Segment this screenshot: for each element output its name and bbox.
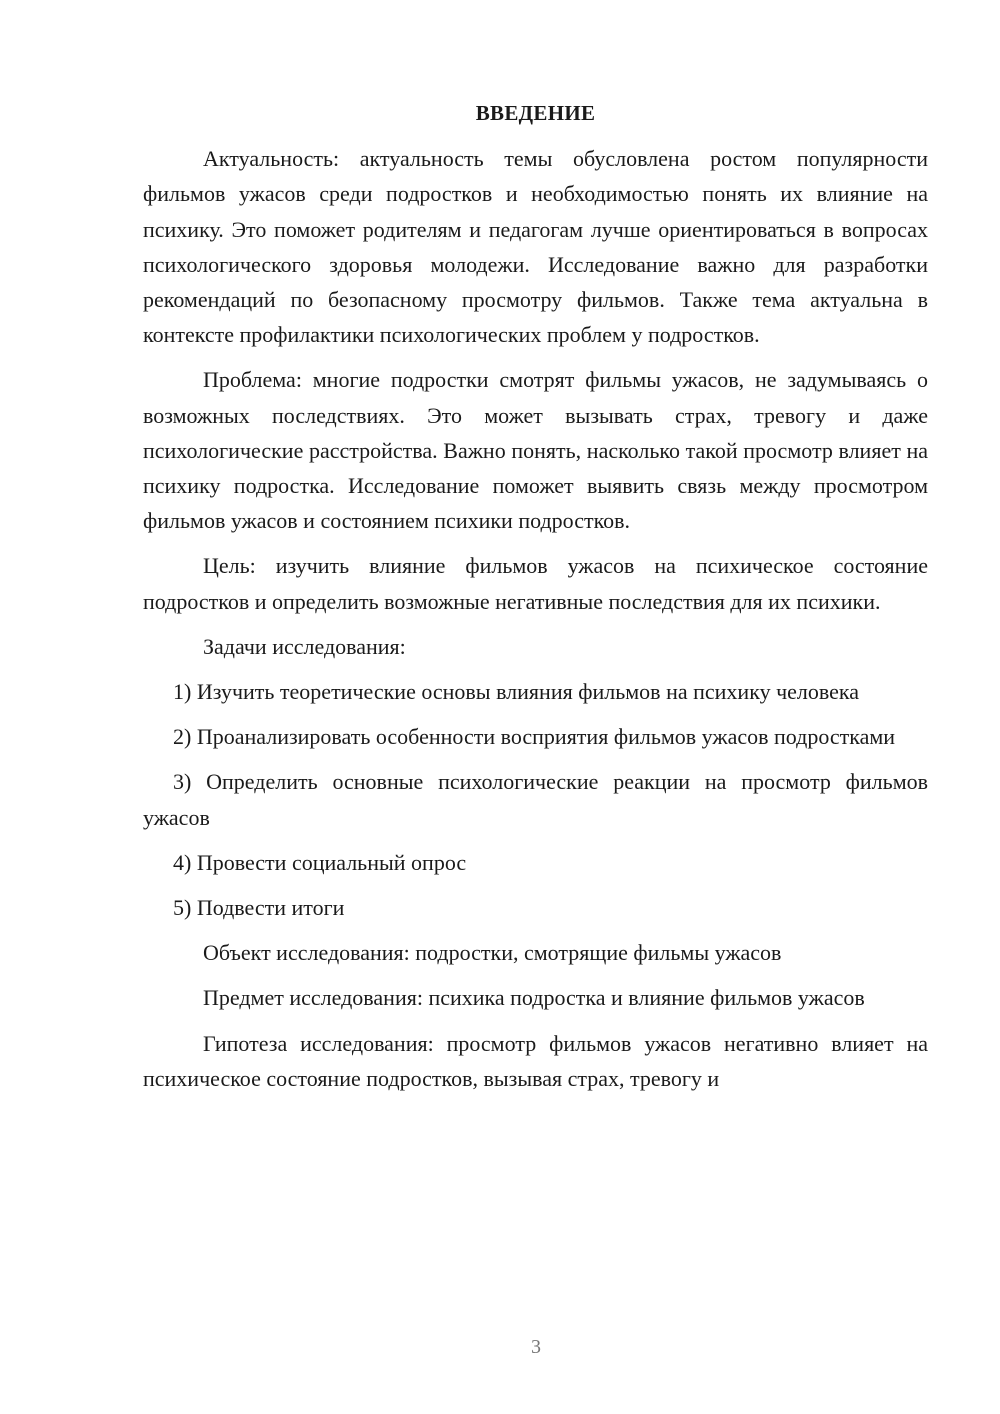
task-item: 4) Провести социальный опрос <box>173 849 467 875</box>
object-paragraph: Объект исследования: подростки, смотрящие фильмы ужасов <box>203 940 782 966</box>
page-number: 3 <box>531 1336 541 1358</box>
subject-paragraph: Предмет исследования: психика подростка и влияние фильмов ужасов <box>203 985 865 1011</box>
goal-paragraph: Цель: изучить влияние фильмов ужасов на психическое состояние подростков и определить возможные негативные последствия для их психики. <box>143 553 928 614</box>
tasks-heading: Задачи исследования: <box>203 633 406 659</box>
section-title: ВВЕДЕНИЕ <box>475 101 596 125</box>
hypothesis-paragraph: Гипотеза исследования: просмотр фильмов ужасов негативно влияет на психическое состояние подростков, вызывая страх, тревогу и <box>143 1030 928 1091</box>
task-item: 1) Изучить теоретические основы влияния фильмов на психику человека <box>173 679 860 705</box>
problem-paragraph: Проблема: многие подростки смотрят фильмы ужасов, не задумываясь о возможных последствиях. Это может вызывать страх, тревогу и даже психологические расстройства. Важно понять, насколько такой просмотр влияет на психику подростка. Исследование поможет выявить связь между просмотром фильмов ужасов и состоянием психики подростков. <box>143 367 928 534</box>
task-item: 5) Подвести итоги <box>173 895 345 921</box>
task-item: 2) Проанализировать особенности восприятия фильмов ужасов подростками <box>173 724 896 750</box>
relevance-paragraph: Актуальность: актуальность темы обусловлена ростом популярности фильмов ужасов среди подростков и необходимостью понять их влияние на психику. Это поможет родителям и педагогам лучше ориентироваться в вопросах психологического здоровья молодежи. Исследование важно для разработки рекомендаций по безопасному просмотру фильмов. Также тема актуальна в контексте профилактики психологических проблем у подростков. <box>143 146 928 348</box>
document-page <box>143 96 928 1106</box>
task-item: 3) Определить основные психологические реакции на просмотр фильмов ужасов <box>143 769 928 830</box>
